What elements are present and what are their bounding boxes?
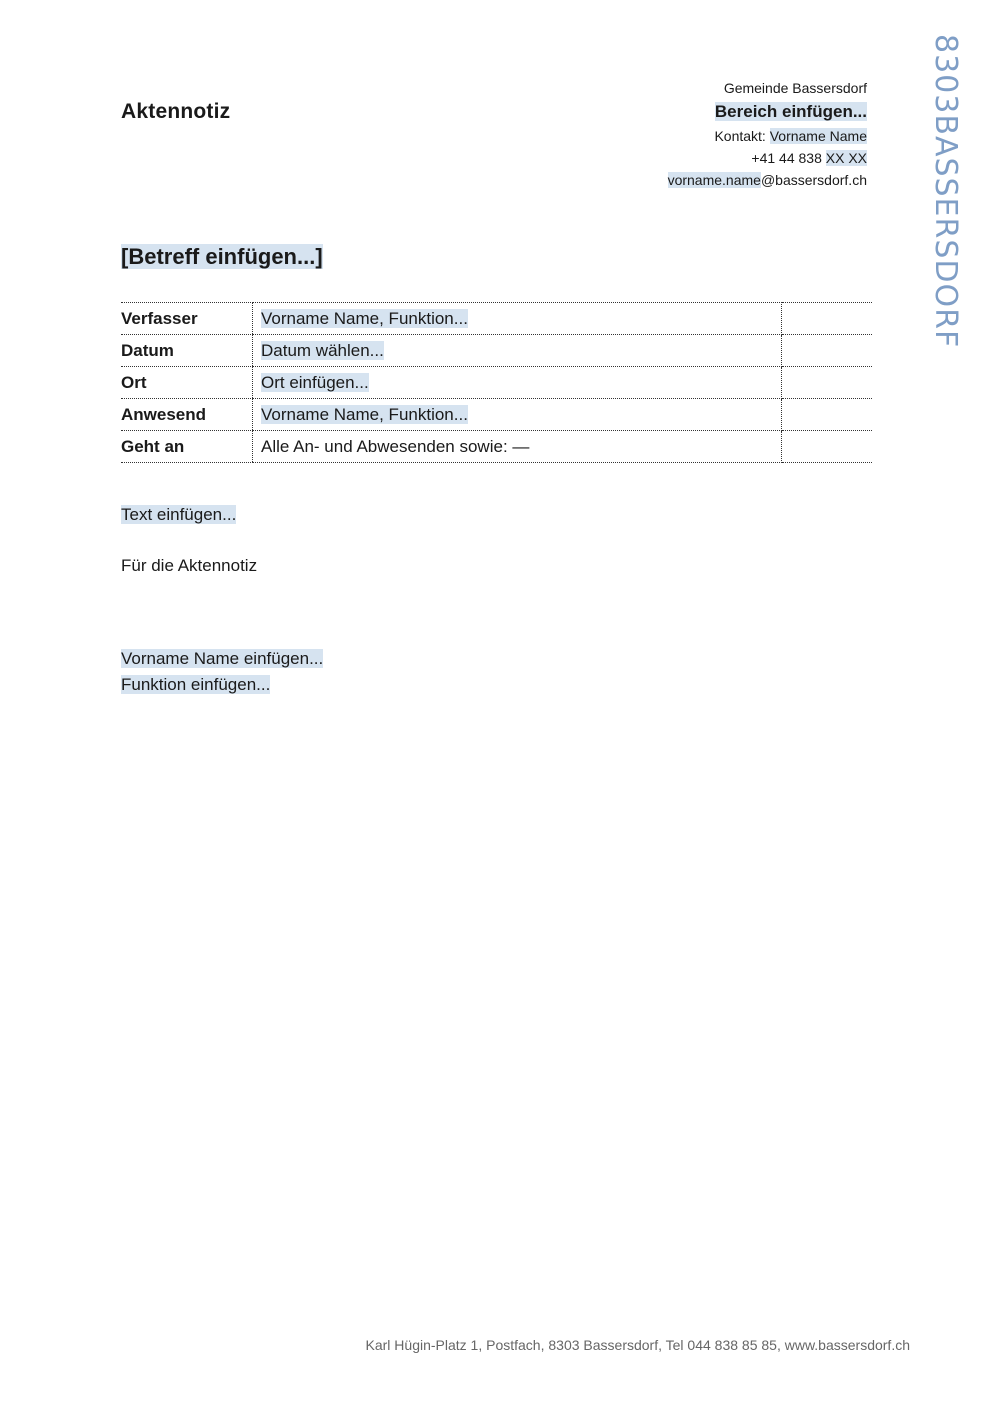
row-label: Anwesend [121, 399, 253, 431]
table-row [121, 399, 872, 431]
closing-text: Für die Aktennotiz [121, 556, 258, 575]
table-row [121, 431, 872, 463]
table-row [121, 367, 872, 399]
attendees-field[interactable]: Vorname Name, Funktion... [261, 404, 468, 424]
contact-name-field[interactable]: Vorname Name [769, 128, 867, 144]
footer-address: Karl Hügin-Platz 1, Postfach, 8303 Bassersdorf, Tel 044 838 85 85, www.bassersdorf.ch [365, 1337, 910, 1353]
email-user-field[interactable]: vorname.name [667, 172, 761, 188]
author-field[interactable]: Vorname Name, Funktion... [261, 308, 468, 328]
meta-table [121, 302, 872, 463]
email-line [668, 169, 867, 191]
signer-name-field[interactable]: Vorname Name einfügen... [121, 649, 324, 668]
phone-extension-field[interactable]: XX XX [825, 150, 867, 166]
phone-prefix: +41 44 838 [751, 150, 822, 166]
signer-function-field[interactable]: Funktion einfügen... [121, 675, 271, 694]
document-title: Aktennotiz [121, 100, 231, 123]
empty-cell [782, 431, 873, 463]
location-field[interactable]: Ort einfügen... [261, 372, 369, 392]
empty-cell [782, 335, 873, 367]
municipality-name: Gemeinde Bassersdorf [723, 80, 867, 96]
contact-line [668, 125, 867, 147]
date-picker-field[interactable]: Datum wählen... [261, 340, 384, 360]
row-label: Geht an [121, 431, 253, 463]
email-domain: @bassersdorf.ch [760, 172, 867, 188]
contact-label: Kontakt: [714, 128, 766, 144]
table-row [121, 335, 872, 367]
logo-text: BASSERSDORF [928, 114, 963, 349]
logo-number: 8303 [928, 34, 963, 115]
empty-cell [782, 367, 873, 399]
recipients-field[interactable]: Alle An- und Abwesenden sowie: — [253, 431, 782, 463]
table-row [121, 303, 872, 335]
org-block [668, 77, 867, 191]
row-label: Verfasser [121, 303, 253, 335]
phone-line [668, 147, 867, 169]
empty-cell [782, 399, 873, 431]
body-text-field[interactable]: Text einfügen... [121, 505, 237, 524]
department-field[interactable]: Bereich einfügen... [714, 102, 867, 121]
empty-cell [782, 303, 873, 335]
subject-field[interactable]: [Betreff einfügen...] [121, 244, 323, 269]
row-label: Ort [121, 367, 253, 399]
row-label: Datum [121, 335, 253, 367]
bassersdorf-logo [928, 34, 962, 348]
